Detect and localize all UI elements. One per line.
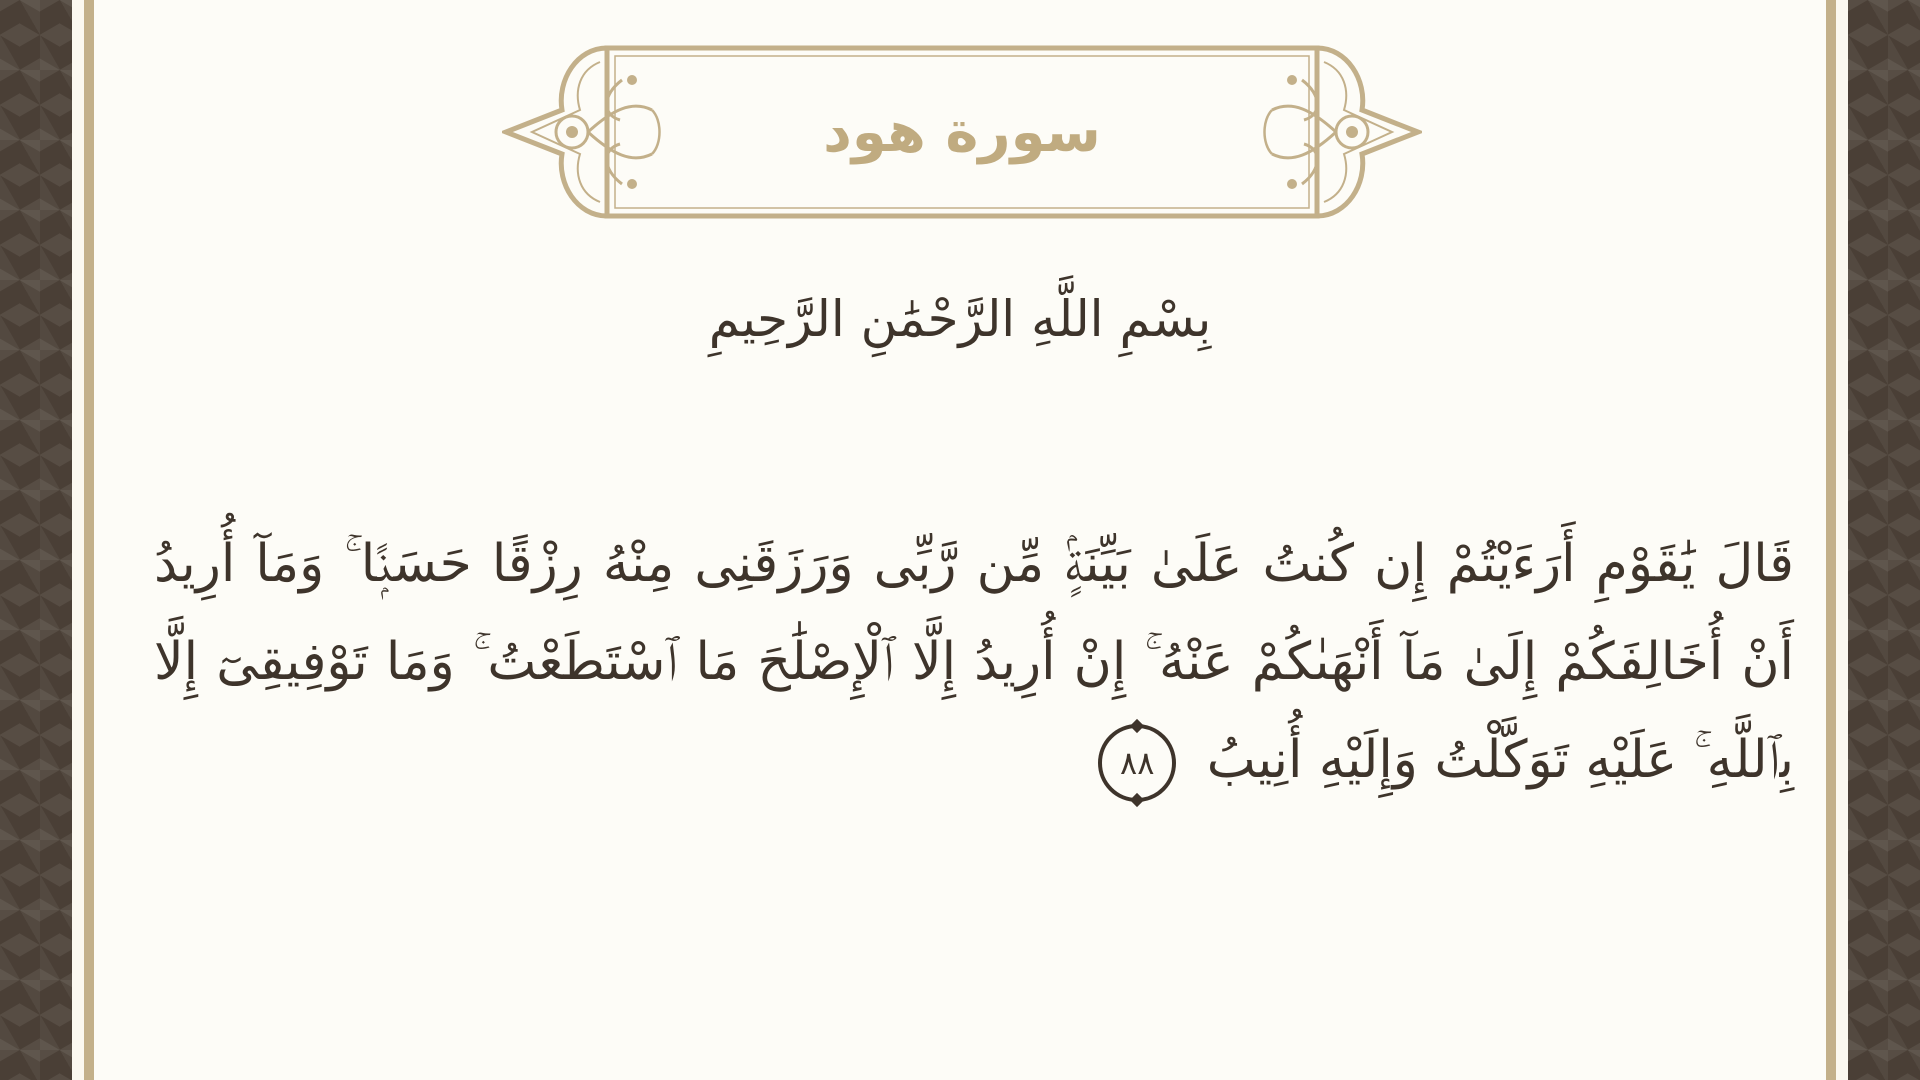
left-pattern-border — [0, 0, 72, 1080]
ayah-text: قَالَ يَٰقَوْمِ أَرَءَيْتُمْ إِن كُنتُ عَلَىٰ بَيِّنَةٍۢ مِّن رَّبِّى وَرَزَقَنِى مِنْهُ رِزْقًا حَسَنًۭا ۚ وَمَآ أُرِيدُ أَنْ أُخَالِفَكُمْ إِلَىٰ مَآ أَنْهَىٰكُمْ عَنْهُ ۚ إِنْ أُرِيدُ إِلَّا ٱلْإِصْلَٰحَ مَا ٱسْتَطَعْتُ ۚ وَمَا تَوْفِيقِىٓ إِلَّا بِٱللَّهِ ۚ عَلَيْهِ تَوَكَّلْتُ وَإِلَيْهِ أُنِيبُ — [154, 534, 1794, 790]
left-border-gap — [72, 0, 84, 1080]
right-pattern-border — [1848, 0, 1920, 1080]
ayah-text-block — [154, 515, 1794, 809]
surah-title-cartouche — [502, 40, 1422, 225]
ayah-number-medallion — [1098, 724, 1176, 802]
left-gold-rule — [84, 0, 94, 1080]
right-border-gap — [1836, 0, 1848, 1080]
ayah-number: ٨٨ — [1120, 744, 1155, 782]
surah-title: سورة هود — [823, 100, 1101, 165]
basmala: بِسْمِ اللَّهِ الرَّحْمَٰنِ الرَّحِيمِ — [708, 290, 1212, 348]
right-gold-rule — [1826, 0, 1836, 1080]
page — [94, 0, 1826, 1080]
